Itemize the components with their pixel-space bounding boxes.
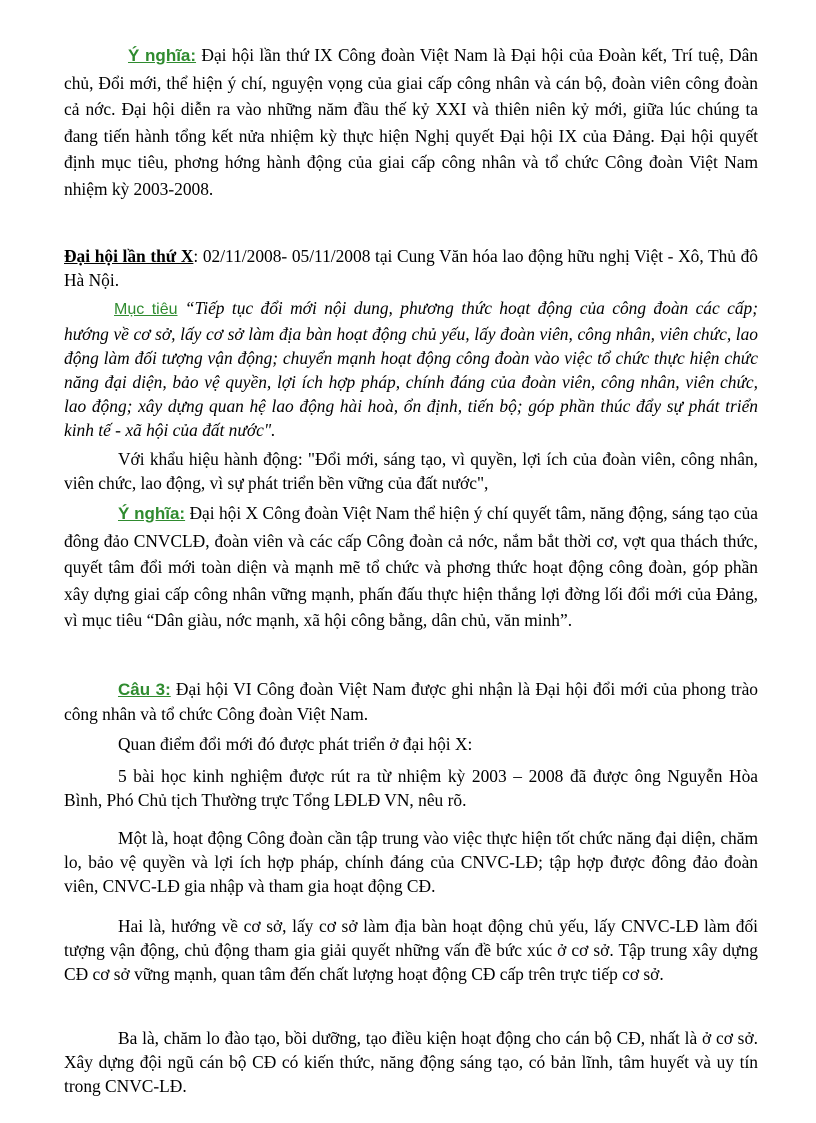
goal-paragraph — [64, 296, 758, 442]
section2-text: Đại hội X Công đoàn Việt Nam thể hiện ý chí quyết tâm, năng động, sáng tạo của đông đảo CNVCLĐ, đoàn viên và các cấp Công đoàn cả nớc, nắm bắt thời cơ, vợt qua thách thức, quyết tâm đổi mới toàn diện và mạnh mẽ tổ chức và phơng thức hoạt động công đoàn, góp phần xây dựng giai cấp công nhân vững mạnh, phấn đấu thực hiện thắng lợi đờng lối đổi mới của Đảng, vì mục tiêu “Dân giàu, nớc mạnh, xã hội công bằng, dân chủ, văn minh”. — [64, 503, 758, 630]
section1-label: Ý nghĩa: — [128, 46, 197, 65]
lessons-intro-text: 5 bài học kinh nghiệm được rút ra từ nhiệm kỳ 2003 – 2008 đã được ông Nguyễn Hòa Bình, Phó Chủ tịch Thường trực Tổng LĐLĐ VN, nêu rõ. — [64, 766, 758, 810]
section1-paragraph — [64, 42, 758, 202]
lessons-intro-paragraph — [64, 764, 758, 812]
question3-label: Câu 3: — [118, 680, 171, 699]
slogan-text: Với khẩu hiệu hành động: "Đổi mới, sáng tạo, vì quyền, lợi ích của đoàn viên, công nhân, viên chức, lao động, vì sự phát triển bền vững của đất nước", — [64, 449, 758, 493]
congress10-paragraph — [64, 244, 758, 292]
lesson1-text: Một là, hoạt động Công đoàn cần tập trung vào việc thực hiện tốt chức năng đại diện, chăm lo, bảo vệ quyền và lợi ích hợp pháp, chính đáng của CNVC-LĐ; tập hợp được đông đảo đoàn viên, CNVC-LĐ gia nhập và tham gia hoạt động CĐ. — [64, 828, 758, 896]
question3-text: Đại hội VI Công đoàn Việt Nam được ghi nhận là Đại hội đổi mới của phong trào công nhân và tổ chức Công đoàn Việt Nam. — [64, 679, 758, 724]
goal-label: Mục tiêu — [114, 301, 178, 318]
question3-paragraph — [64, 677, 758, 726]
lesson3-paragraph — [64, 1026, 758, 1098]
congress10-label: Đại hội lần thứ X — [64, 246, 194, 266]
section2-paragraph — [64, 500, 758, 634]
section2-label: Ý nghĩa: — [118, 504, 186, 523]
congress10-text: : 02/11/2008- 05/11/2008 tại Cung Văn hóa lao động hữu nghị Việt - Xô, Thủ đô Hà Nội. — [64, 246, 758, 290]
lesson1-paragraph — [64, 826, 758, 898]
lesson3-text: Ba là, chăm lo đào tạo, bồi dưỡng, tạo điều kiện hoạt động cho cán bộ CĐ, nhất là ở cơ sở. Xây dựng đội ngũ cán bộ CĐ có kiến thức, năng động sáng tạo, có bản lĩnh, tâm huyết và uy tín trong CNVC-LĐ. — [64, 1028, 758, 1096]
section1-text: Đại hội lần thứ IX Công đoàn Việt Nam là Đại hội của Đoàn kết, Trí tuệ, Dân chủ, Đổi mới, thể hiện ý chí, nguyện vọng của giai cấp công nhân và cán bộ, đoàn viên công đoàn cả nớc. Đại hội diễn ra vào những năm đầu thế kỷ XXI và thiên niên kỷ mới, giữa lúc chúng ta đang tiến hành tổng kết nửa nhiệm kỳ thực hiện Nghị quyết Đại hội IX của Đảng. Đại hội quyết định mục tiêu, phơng hớng hành động của giai cấp công nhân và tổ chức Công đoàn Việt Nam nhiệm kỳ 2003-2008. — [64, 45, 758, 199]
lesson2-text: Hai là, hướng về cơ sở, lấy cơ sở làm địa bàn hoạt động chủ yếu, lấy CNVC-LĐ làm đối tượng vận động, chủ động tham gia giải quyết những vấn đề bức xúc ở cơ sở. Tập trung xây dựng CĐ cơ sở vững mạnh, quan tâm đến chất lượng hoạt động CĐ cấp trên trực tiếp cơ sở. — [64, 916, 758, 984]
goal-text: “Tiếp tục đổi mới nội dung, phương thức hoạt động của công đoàn các cấp; hướng về cơ sở, lấy cơ sở làm địa bàn hoạt động chủ yếu, lấy đoàn viên, công nhân, viên chức, lao động làm đối tượng vận động; chuyển mạnh hoạt động công đoàn vào việc tổ chức thực hiện chức năng đại diện, bảo vệ quyền, lợi ích hợp pháp, chính đáng của đoàn viên, công nhân, viên chức, lao động; xây dựng quan hệ lao động hài hoà, ổn định, tiến bộ; góp phần thúc đẩy sự phát triển kinh tế - xã hội của đất nước". — [64, 298, 758, 440]
slogan-paragraph — [64, 447, 758, 495]
lesson2-paragraph — [64, 914, 758, 986]
viewpoint-text: Quan điểm đổi mới đó được phát triển ở đại hội X: — [118, 734, 473, 754]
viewpoint-paragraph — [64, 732, 758, 756]
